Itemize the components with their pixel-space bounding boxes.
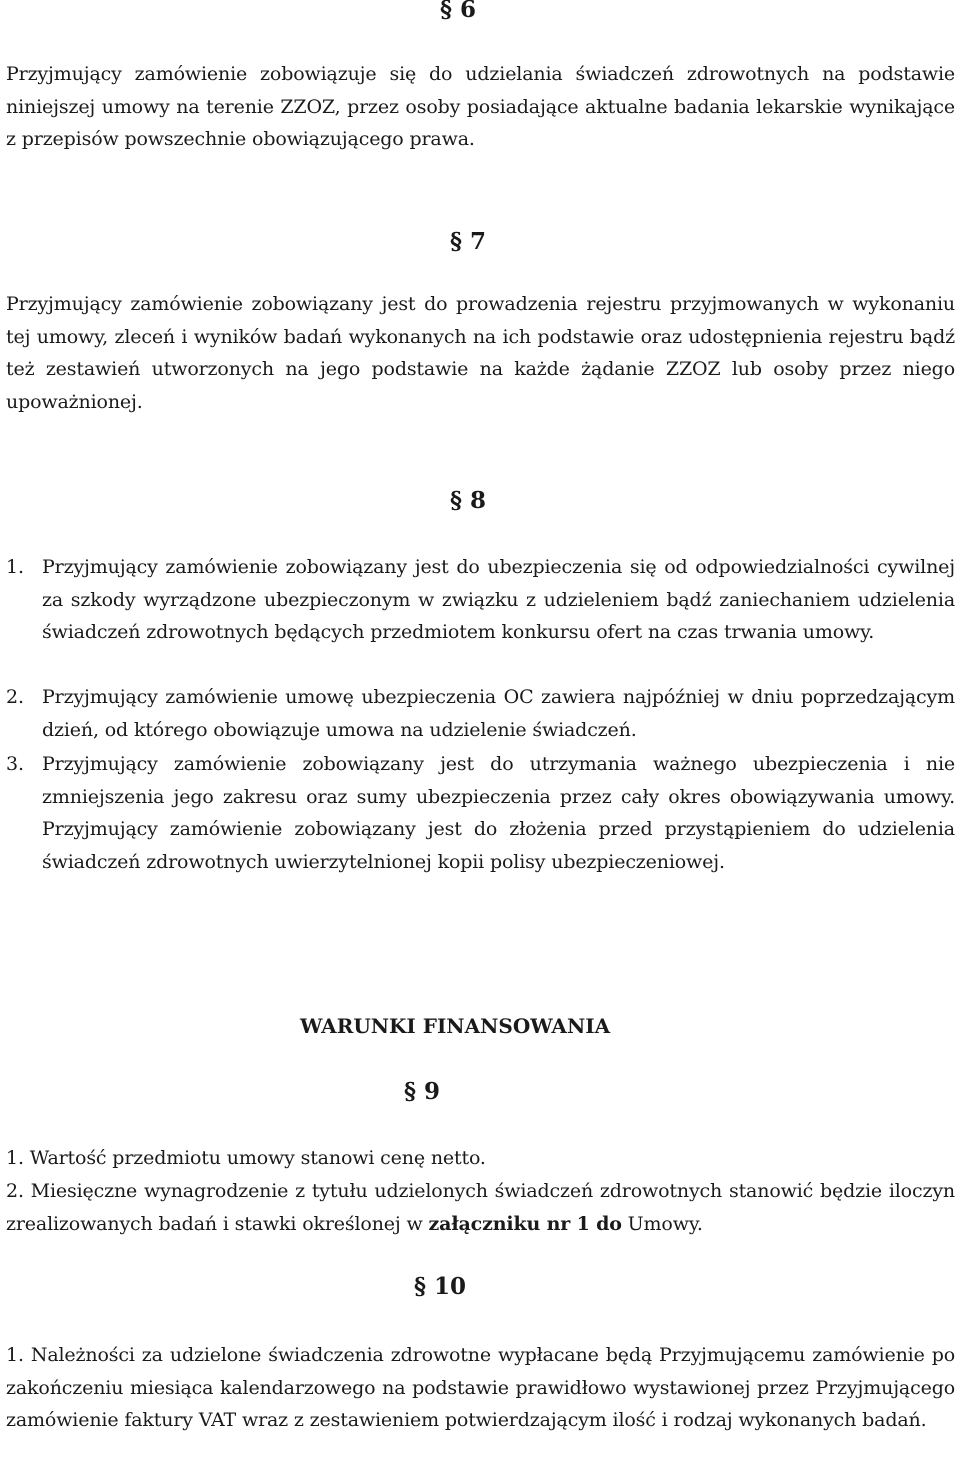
section-7-heading: § 7 <box>450 228 487 255</box>
section-title-finance: WARUNKI FINANSOWANIA <box>300 1014 611 1038</box>
section-9-heading: § 9 <box>404 1078 441 1105</box>
section-8-heading: § 8 <box>450 487 487 514</box>
section-9-item-2 <box>6 1175 955 1240</box>
item-text: Przyjmujący zamówienie zobowiązany jest do utrzymania ważnego ubezpieczenia i nie zmniejszenia jego zakresu oraz sumy ubezpieczenia przez cały okres obowiązywania umowy. Przyjmujący zamówienie zobowiązany jest do złożenia przed przystąpieniem do udzielenia świadczeń zdrowotnych uwierzytelnionej kopii polisy ubezpieczeniowej. <box>42 753 955 873</box>
item-number: 1. <box>6 556 24 578</box>
section-10-heading: § 10 <box>414 1273 467 1300</box>
section-8-item-3 <box>6 748 955 878</box>
item-number: 3. <box>6 753 24 775</box>
section-8-item-1 <box>6 551 955 649</box>
item-number: 2. <box>6 686 24 708</box>
item-text: Przyjmujący zamówienie zobowiązany jest do ubezpieczenia się od odpowiedzialności cywilnej za szkody wyrządzone ubezpieczonym w związku z udzieleniem bądź zaniechaniem udzielenia świadczeń zdrowotnych będących przedmiotem konkursu ofert na czas trwania umowy. <box>42 556 955 643</box>
section-7-paragraph: Przyjmujący zamówienie zobowiązany jest do prowadzenia rejestru przyjmowanych w wykonaniu tej umowy, zleceń i wyników badań wykonanych na ich podstawie oraz udostępnienia rejestru bądź też zestawień utworzonych na jego podstawie na każde żądanie ZZOZ lub osoby przez niego upoważnionej. <box>6 293 955 413</box>
item-text: 2. Miesięczne wynagrodzenie z tytułu udzielonych świadczeń zdrowotnych stanowić będzie iloczyn zrealizowanych badań i stawki określonej w <box>6 1180 955 1235</box>
section-6-paragraph: Przyjmujący zamówienie zobowiązuje się do udzielania świadczeń zdrowotnych na podstawie niniejszej umowy na terenie ZZOZ, przez osoby posiadające aktualne badania lekarskie wynikające z przepisów powszechnie obowiązującego prawa. <box>6 63 955 150</box>
attachment-reference: załączniku nr 1 do <box>428 1212 622 1235</box>
section-10-item-1: 1. Należności za udzielone świadczenia zdrowotne wypłacane będą Przyjmującemu zamówienie po zakończeniu miesiąca kalendarzowego na podstawie prawidłowo wystawionej przez Przyjmującego zamówienie faktury VAT wraz z zestawieniem potwierdzającym ilość i rodzaj wykonanych badań. <box>6 1344 955 1431</box>
section-9-item-1: 1. Wartość przedmiotu umowy stanowi cenę netto. <box>6 1147 486 1169</box>
section-8-item-2 <box>6 681 955 746</box>
item-text-end: Umowy. <box>621 1212 703 1235</box>
item-text: Przyjmujący zamówienie umowę ubezpieczenia OC zawiera najpóźniej w dniu poprzedzającym dzień, od którego obowiązuje umowa na udzielenie świadczeń. <box>42 686 955 741</box>
section-6-heading: § 6 <box>440 0 477 23</box>
